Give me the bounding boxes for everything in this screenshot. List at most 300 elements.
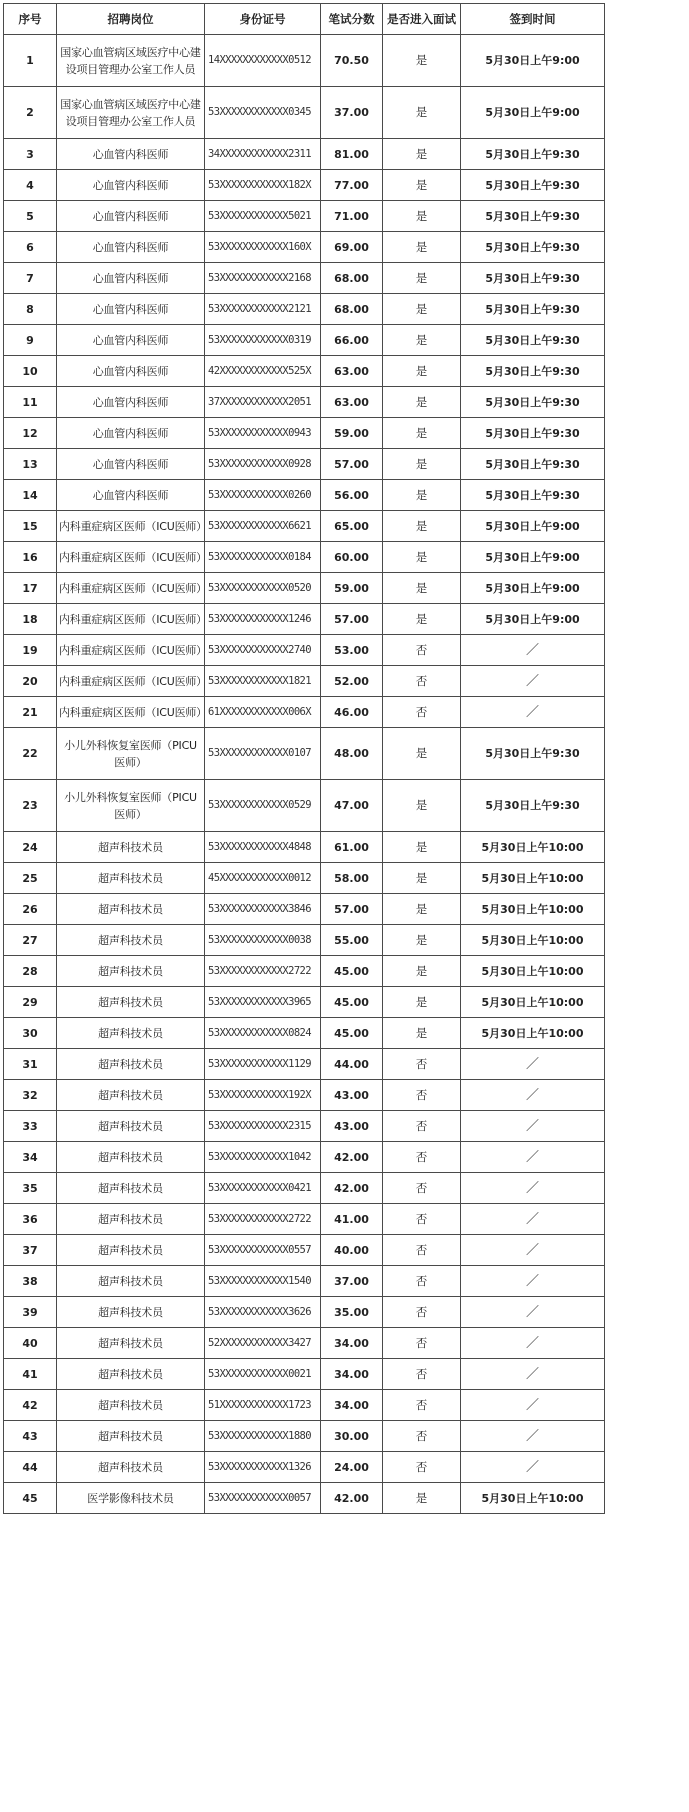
row-interview: 是 [383, 780, 461, 832]
row-position: 心血管内科医师 [57, 201, 205, 232]
row-interview: 否 [383, 1421, 461, 1452]
row-id-number: 53XXXXXXXXXXXX1821 [205, 666, 321, 697]
row-sign-time: ／ [461, 1421, 605, 1452]
row-id-number: 53XXXXXXXXXXXX2722 [205, 1204, 321, 1235]
row-interview: 是 [383, 604, 461, 635]
row-interview: 否 [383, 1359, 461, 1390]
row-interview: 是 [383, 35, 461, 87]
row-score: 68.00 [321, 294, 383, 325]
row-sign-time: 5月30日上午10:00 [461, 1483, 605, 1514]
row-interview: 是 [383, 511, 461, 542]
row-interview: 是 [383, 863, 461, 894]
row-position: 超声科技术员 [57, 956, 205, 987]
row-id-number: 45XXXXXXXXXXXX0012 [205, 863, 321, 894]
table-row [4, 1111, 605, 1142]
row-index: 1 [4, 35, 57, 87]
row-interview: 是 [383, 987, 461, 1018]
row-position: 超声科技术员 [57, 1173, 205, 1204]
row-score: 43.00 [321, 1111, 383, 1142]
row-position: 超声科技术员 [57, 832, 205, 863]
row-sign-time: ／ [461, 1111, 605, 1142]
row-index: 25 [4, 863, 57, 894]
row-id-number: 53XXXXXXXXXXXX2168 [205, 263, 321, 294]
row-position: 超声科技术员 [57, 1235, 205, 1266]
row-sign-time: 5月30日上午9:30 [461, 780, 605, 832]
row-index: 29 [4, 987, 57, 1018]
row-sign-time: 5月30日上午10:00 [461, 863, 605, 894]
row-id-number: 42XXXXXXXXXXXX525X [205, 356, 321, 387]
row-index: 26 [4, 894, 57, 925]
row-id-number: 53XXXXXXXXXXXX2722 [205, 956, 321, 987]
row-score: 68.00 [321, 263, 383, 294]
row-interview: 是 [383, 87, 461, 139]
row-score: 45.00 [321, 956, 383, 987]
table-row [4, 1483, 605, 1514]
row-position: 心血管内科医师 [57, 356, 205, 387]
row-interview: 是 [383, 449, 461, 480]
table-row [4, 1235, 605, 1266]
row-position: 心血管内科医师 [57, 294, 205, 325]
row-sign-time: 5月30日上午9:30 [461, 170, 605, 201]
row-index: 35 [4, 1173, 57, 1204]
row-score: 41.00 [321, 1204, 383, 1235]
row-sign-time: 5月30日上午9:30 [461, 449, 605, 480]
row-score: 65.00 [321, 511, 383, 542]
row-position: 超声科技术员 [57, 1049, 205, 1080]
table-row [4, 139, 605, 170]
row-sign-time: 5月30日上午9:30 [461, 387, 605, 418]
header-sign-time: 签到时间 [461, 4, 605, 35]
row-interview: 是 [383, 387, 461, 418]
row-sign-time: 5月30日上午9:30 [461, 201, 605, 232]
row-position: 心血管内科医师 [57, 480, 205, 511]
row-score: 60.00 [321, 542, 383, 573]
row-position: 心血管内科医师 [57, 139, 205, 170]
table-row [4, 294, 605, 325]
table-row [4, 1452, 605, 1483]
row-position: 小儿外科恢复室医师（PICU医师） [57, 780, 205, 832]
row-interview: 是 [383, 894, 461, 925]
row-sign-time: ／ [461, 1080, 605, 1111]
row-position: 小儿外科恢复室医师（PICU医师） [57, 728, 205, 780]
row-index: 32 [4, 1080, 57, 1111]
table-header [4, 4, 605, 35]
row-score: 30.00 [321, 1421, 383, 1452]
row-index: 15 [4, 511, 57, 542]
table-row [4, 666, 605, 697]
row-sign-time: ／ [461, 697, 605, 728]
table-row [4, 387, 605, 418]
row-index: 22 [4, 728, 57, 780]
results-table [3, 3, 605, 1514]
row-interview: 否 [383, 1390, 461, 1421]
row-sign-time: ／ [461, 1173, 605, 1204]
row-interview: 否 [383, 635, 461, 666]
row-index: 27 [4, 925, 57, 956]
row-interview: 否 [383, 1204, 461, 1235]
row-sign-time: ／ [461, 1297, 605, 1328]
row-sign-time: 5月30日上午9:00 [461, 35, 605, 87]
row-position: 超声科技术员 [57, 1421, 205, 1452]
table-row [4, 1421, 605, 1452]
row-index: 23 [4, 780, 57, 832]
row-index: 11 [4, 387, 57, 418]
row-interview: 是 [383, 956, 461, 987]
row-score: 37.00 [321, 87, 383, 139]
row-sign-time: ／ [461, 1142, 605, 1173]
row-id-number: 53XXXXXXXXXXXX0038 [205, 925, 321, 956]
row-interview: 是 [383, 728, 461, 780]
row-sign-time: ／ [461, 1390, 605, 1421]
row-id-number: 53XXXXXXXXXXXX3846 [205, 894, 321, 925]
row-score: 59.00 [321, 573, 383, 604]
header-index: 序号 [4, 4, 57, 35]
row-position: 超声科技术员 [57, 894, 205, 925]
row-index: 6 [4, 232, 57, 263]
row-interview: 是 [383, 480, 461, 511]
table-row [4, 697, 605, 728]
row-id-number: 53XXXXXXXXXXXX192X [205, 1080, 321, 1111]
row-id-number: 34XXXXXXXXXXXX2311 [205, 139, 321, 170]
row-interview: 是 [383, 573, 461, 604]
row-id-number: 53XXXXXXXXXXXX182X [205, 170, 321, 201]
row-index: 12 [4, 418, 57, 449]
row-score: 35.00 [321, 1297, 383, 1328]
row-position: 心血管内科医师 [57, 170, 205, 201]
row-id-number: 51XXXXXXXXXXXX1723 [205, 1390, 321, 1421]
row-interview: 是 [383, 832, 461, 863]
row-interview: 否 [383, 1111, 461, 1142]
row-position: 国家心血管病区域医疗中心建设项目管理办公室工作人员 [57, 87, 205, 139]
row-position: 超声科技术员 [57, 863, 205, 894]
row-interview: 是 [383, 1018, 461, 1049]
header-id-number: 身份证号 [205, 4, 321, 35]
row-interview: 否 [383, 1142, 461, 1173]
row-index: 36 [4, 1204, 57, 1235]
row-interview: 否 [383, 1080, 461, 1111]
row-position: 超声科技术员 [57, 1142, 205, 1173]
row-score: 42.00 [321, 1483, 383, 1514]
row-interview: 否 [383, 1452, 461, 1483]
row-position: 超声科技术员 [57, 1452, 205, 1483]
row-position: 内科重症病区医师（ICU医师） [57, 697, 205, 728]
row-index: 16 [4, 542, 57, 573]
table-row [4, 863, 605, 894]
row-index: 40 [4, 1328, 57, 1359]
row-index: 28 [4, 956, 57, 987]
table-row [4, 1018, 605, 1049]
row-score: 34.00 [321, 1359, 383, 1390]
row-score: 77.00 [321, 170, 383, 201]
row-position: 内科重症病区医师（ICU医师） [57, 635, 205, 666]
row-sign-time: 5月30日上午9:00 [461, 573, 605, 604]
row-sign-time: 5月30日上午9:00 [461, 542, 605, 573]
row-sign-time: 5月30日上午9:30 [461, 294, 605, 325]
row-id-number: 53XXXXXXXXXXXX1129 [205, 1049, 321, 1080]
row-score: 45.00 [321, 987, 383, 1018]
row-index: 24 [4, 832, 57, 863]
row-index: 30 [4, 1018, 57, 1049]
row-id-number: 53XXXXXXXXXXXX0107 [205, 728, 321, 780]
row-index: 19 [4, 635, 57, 666]
row-index: 7 [4, 263, 57, 294]
row-position: 国家心血管病区域医疗中心建设项目管理办公室工作人员 [57, 35, 205, 87]
row-interview: 否 [383, 666, 461, 697]
table-row [4, 87, 605, 139]
table-row [4, 573, 605, 604]
row-interview: 否 [383, 1266, 461, 1297]
row-interview: 是 [383, 139, 461, 170]
row-id-number: 53XXXXXXXXXXXX1540 [205, 1266, 321, 1297]
row-sign-time: 5月30日上午9:30 [461, 139, 605, 170]
row-position: 超声科技术员 [57, 1328, 205, 1359]
row-score: 44.00 [321, 1049, 383, 1080]
row-interview: 是 [383, 1483, 461, 1514]
row-id-number: 53XXXXXXXXXXXX0319 [205, 325, 321, 356]
row-position: 心血管内科医师 [57, 263, 205, 294]
table-row [4, 1297, 605, 1328]
row-id-number: 61XXXXXXXXXXXX006X [205, 697, 321, 728]
row-sign-time: ／ [461, 1235, 605, 1266]
row-id-number: 53XXXXXXXXXXXX6621 [205, 511, 321, 542]
row-id-number: 37XXXXXXXXXXXX2051 [205, 387, 321, 418]
row-index: 10 [4, 356, 57, 387]
table-row [4, 232, 605, 263]
row-index: 38 [4, 1266, 57, 1297]
row-id-number: 53XXXXXXXXXXXX0057 [205, 1483, 321, 1514]
row-position: 超声科技术员 [57, 1204, 205, 1235]
header-score: 笔试分数 [321, 4, 383, 35]
row-id-number: 53XXXXXXXXXXXX2121 [205, 294, 321, 325]
row-sign-time: 5月30日上午10:00 [461, 894, 605, 925]
row-sign-time: ／ [461, 1266, 605, 1297]
row-score: 48.00 [321, 728, 383, 780]
row-position: 心血管内科医师 [57, 232, 205, 263]
row-id-number: 53XXXXXXXXXXXX2315 [205, 1111, 321, 1142]
row-id-number: 53XXXXXXXXXXXX0345 [205, 87, 321, 139]
row-index: 14 [4, 480, 57, 511]
row-index: 43 [4, 1421, 57, 1452]
row-position: 内科重症病区医师（ICU医师） [57, 542, 205, 573]
row-index: 20 [4, 666, 57, 697]
row-score: 42.00 [321, 1173, 383, 1204]
row-position: 超声科技术员 [57, 1080, 205, 1111]
row-id-number: 53XXXXXXXXXXXX0928 [205, 449, 321, 480]
row-score: 34.00 [321, 1328, 383, 1359]
row-interview: 否 [383, 1235, 461, 1266]
row-sign-time: 5月30日上午10:00 [461, 832, 605, 863]
row-sign-time: 5月30日上午9:30 [461, 480, 605, 511]
row-sign-time: ／ [461, 1359, 605, 1390]
row-score: 57.00 [321, 449, 383, 480]
row-sign-time: 5月30日上午10:00 [461, 987, 605, 1018]
row-id-number: 53XXXXXXXXXXXX3965 [205, 987, 321, 1018]
row-position: 超声科技术员 [57, 1018, 205, 1049]
row-score: 63.00 [321, 356, 383, 387]
row-index: 2 [4, 87, 57, 139]
row-score: 59.00 [321, 418, 383, 449]
table-row [4, 201, 605, 232]
table-row [4, 1390, 605, 1421]
row-score: 34.00 [321, 1390, 383, 1421]
table-row [4, 780, 605, 832]
row-sign-time: ／ [461, 666, 605, 697]
row-id-number: 53XXXXXXXXXXXX0557 [205, 1235, 321, 1266]
row-interview: 否 [383, 1297, 461, 1328]
table-row [4, 956, 605, 987]
row-score: 70.50 [321, 35, 383, 87]
row-sign-time: ／ [461, 1049, 605, 1080]
row-position: 超声科技术员 [57, 1266, 205, 1297]
table-row [4, 1080, 605, 1111]
row-interview: 是 [383, 418, 461, 449]
row-position: 超声科技术员 [57, 925, 205, 956]
table-row [4, 1359, 605, 1390]
row-index: 5 [4, 201, 57, 232]
row-index: 21 [4, 697, 57, 728]
row-interview: 是 [383, 925, 461, 956]
row-index: 3 [4, 139, 57, 170]
row-id-number: 53XXXXXXXXXXXX0529 [205, 780, 321, 832]
table-row [4, 1049, 605, 1080]
row-position: 内科重症病区医师（ICU医师） [57, 604, 205, 635]
row-interview: 是 [383, 232, 461, 263]
row-sign-time: 5月30日上午9:30 [461, 325, 605, 356]
row-id-number: 53XXXXXXXXXXXX1246 [205, 604, 321, 635]
row-id-number: 53XXXXXXXXXXXX2740 [205, 635, 321, 666]
row-index: 42 [4, 1390, 57, 1421]
table-row [4, 1328, 605, 1359]
row-score: 71.00 [321, 201, 383, 232]
table-row [4, 325, 605, 356]
table-row [4, 511, 605, 542]
row-id-number: 53XXXXXXXXXXXX160X [205, 232, 321, 263]
table-row [4, 449, 605, 480]
row-position: 超声科技术员 [57, 987, 205, 1018]
table-row [4, 356, 605, 387]
table-row [4, 170, 605, 201]
row-interview: 否 [383, 1049, 461, 1080]
row-id-number: 53XXXXXXXXXXXX0184 [205, 542, 321, 573]
row-interview: 是 [383, 294, 461, 325]
row-score: 53.00 [321, 635, 383, 666]
row-position: 内科重症病区医师（ICU医师） [57, 511, 205, 542]
table-row [4, 35, 605, 87]
row-index: 34 [4, 1142, 57, 1173]
row-score: 58.00 [321, 863, 383, 894]
row-index: 45 [4, 1483, 57, 1514]
row-interview: 是 [383, 356, 461, 387]
row-position: 超声科技术员 [57, 1390, 205, 1421]
row-score: 61.00 [321, 832, 383, 863]
table-body [4, 35, 605, 1514]
row-index: 44 [4, 1452, 57, 1483]
row-interview: 是 [383, 325, 461, 356]
table-row [4, 1204, 605, 1235]
row-index: 31 [4, 1049, 57, 1080]
row-score: 57.00 [321, 604, 383, 635]
row-sign-time: 5月30日上午9:30 [461, 728, 605, 780]
row-interview: 是 [383, 263, 461, 294]
row-score: 43.00 [321, 1080, 383, 1111]
row-index: 39 [4, 1297, 57, 1328]
row-score: 69.00 [321, 232, 383, 263]
row-id-number: 53XXXXXXXXXXXX3626 [205, 1297, 321, 1328]
row-id-number: 53XXXXXXXXXXXX1042 [205, 1142, 321, 1173]
row-position: 内科重症病区医师（ICU医师） [57, 573, 205, 604]
row-score: 63.00 [321, 387, 383, 418]
row-sign-time: 5月30日上午9:00 [461, 604, 605, 635]
row-sign-time: ／ [461, 635, 605, 666]
row-index: 9 [4, 325, 57, 356]
table-row [4, 728, 605, 780]
row-id-number: 53XXXXXXXXXXXX0021 [205, 1359, 321, 1390]
row-index: 37 [4, 1235, 57, 1266]
table-row [4, 635, 605, 666]
row-position: 医学影像科技术员 [57, 1483, 205, 1514]
row-index: 17 [4, 573, 57, 604]
row-sign-time: 5月30日上午9:30 [461, 263, 605, 294]
row-interview: 是 [383, 542, 461, 573]
row-index: 4 [4, 170, 57, 201]
row-id-number: 53XXXXXXXXXXXX0824 [205, 1018, 321, 1049]
header-interview: 是否进入面试 [383, 4, 461, 35]
row-sign-time: 5月30日上午10:00 [461, 925, 605, 956]
row-position: 内科重症病区医师（ICU医师） [57, 666, 205, 697]
row-id-number: 53XXXXXXXXXXXX1326 [205, 1452, 321, 1483]
table-row [4, 418, 605, 449]
row-score: 40.00 [321, 1235, 383, 1266]
row-interview: 否 [383, 1328, 461, 1359]
row-sign-time: ／ [461, 1328, 605, 1359]
table-row [4, 925, 605, 956]
table-row [4, 604, 605, 635]
row-position: 心血管内科医师 [57, 449, 205, 480]
row-sign-time: 5月30日上午9:00 [461, 87, 605, 139]
row-score: 81.00 [321, 139, 383, 170]
row-score: 57.00 [321, 894, 383, 925]
row-id-number: 53XXXXXXXXXXXX0943 [205, 418, 321, 449]
row-id-number: 53XXXXXXXXXXXX5021 [205, 201, 321, 232]
row-index: 13 [4, 449, 57, 480]
row-score: 47.00 [321, 780, 383, 832]
row-id-number: 14XXXXXXXXXXXX0512 [205, 35, 321, 87]
row-score: 24.00 [321, 1452, 383, 1483]
row-interview: 是 [383, 201, 461, 232]
table-row [4, 1142, 605, 1173]
row-position: 超声科技术员 [57, 1297, 205, 1328]
table-row [4, 1266, 605, 1297]
row-sign-time: 5月30日上午9:30 [461, 356, 605, 387]
table-row [4, 987, 605, 1018]
row-score: 56.00 [321, 480, 383, 511]
row-id-number: 53XXXXXXXXXXXX0421 [205, 1173, 321, 1204]
row-score: 45.00 [321, 1018, 383, 1049]
table-row [4, 263, 605, 294]
header-position: 招聘岗位 [57, 4, 205, 35]
row-position: 心血管内科医师 [57, 325, 205, 356]
row-interview: 否 [383, 697, 461, 728]
table-row [4, 894, 605, 925]
row-id-number: 53XXXXXXXXXXXX4848 [205, 832, 321, 863]
table-row [4, 1173, 605, 1204]
row-id-number: 53XXXXXXXXXXXX1880 [205, 1421, 321, 1452]
row-position: 超声科技术员 [57, 1359, 205, 1390]
table-row [4, 480, 605, 511]
row-sign-time: 5月30日上午9:30 [461, 418, 605, 449]
row-interview: 是 [383, 170, 461, 201]
header-row [4, 4, 605, 35]
